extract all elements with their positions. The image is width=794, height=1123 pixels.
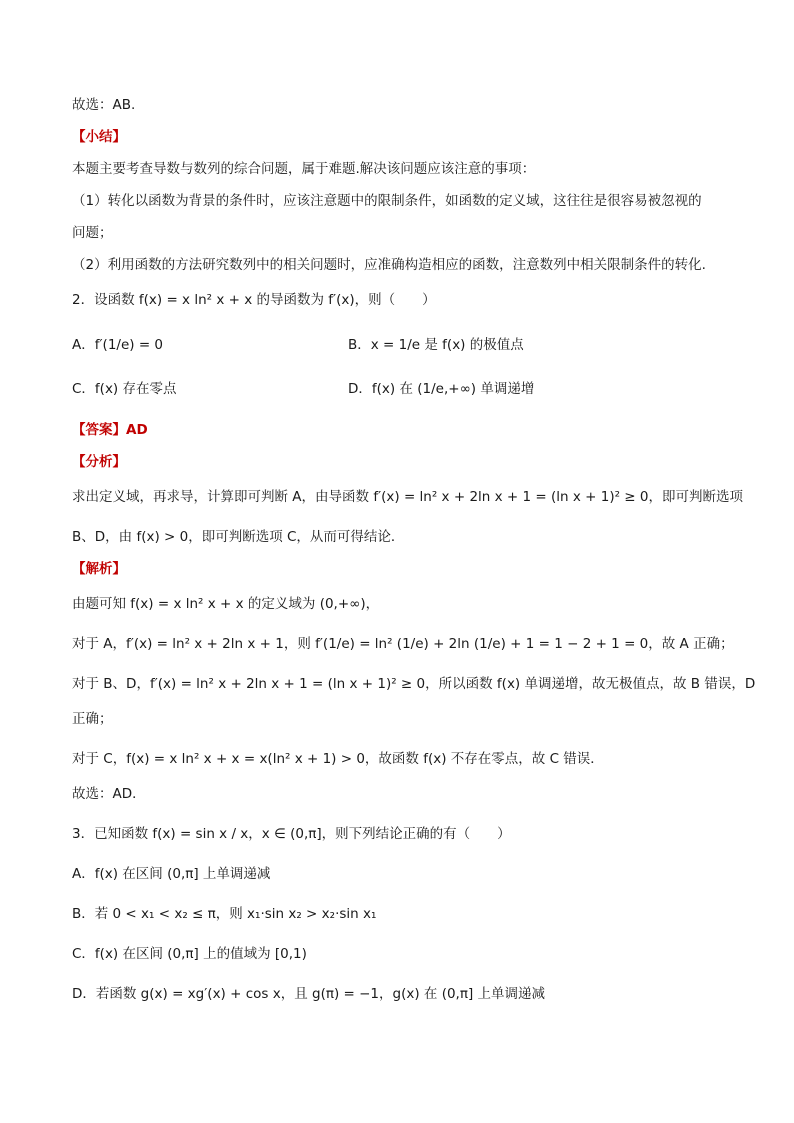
q2-option-a: A．f′(1/e) = 0 [72, 337, 164, 353]
summary-point-1a: （1）转化以函数为背景的条件时，应该注意题中的限制条件，如函数的定义域，这往往是很容易被忽视的 [72, 193, 702, 209]
q3-option-a: A．f(x) 在区间 (0,π] 上单调递减 [72, 866, 271, 882]
q2-answer: 【答案】AD [72, 422, 148, 438]
q2-options-row-1 [72, 321, 732, 365]
prev-answer-line: 故选：AB. [72, 97, 136, 113]
q2-solution-1: 由题可知 f(x) = x ln² x + x 的定义域为 (0,+∞)， [72, 596, 380, 612]
q2-stem: 2．设函数 f(x) = x ln² x + x 的导函数为 f′(x)，则（ ） [72, 292, 436, 308]
q2-solution-4: 对于 C，f(x) = x ln² x + x = x(ln² x + 1) > 0，故函数 f(x) 不存在零点，故 C 错误． [72, 751, 604, 767]
q2-options-row-2 [72, 365, 732, 409]
q2-solution-tag: 【解析】 [72, 561, 126, 577]
q2-option-b: B．x = 1/e 是 f(x) 的极值点 [348, 337, 524, 353]
q2-option-d: D．f(x) 在 (1/e,+∞) 单调递增 [348, 381, 535, 397]
q3-option-b: B．若 0 < x₁ < x₂ ≤ π，则 x₁·sin x₂ > x₂·sin x₁ [72, 906, 377, 922]
summary-point-1b: 问题； [72, 225, 113, 241]
document-page [72, 94, 756, 1005]
q2-analysis-2: B、D，由 f(x) > 0，即可判断选项 C，从而可得结论． [72, 529, 405, 545]
q2-solution-3a: 对于 B、D，f′(x) = ln² x + 2ln x + 1 = (ln x + 1)² ≥ 0，所以函数 f(x) 单调递增，故无极值点，故 B 错误，D [72, 676, 756, 692]
q2-solution-2: 对于 A，f′(x) = ln² x + 2ln x + 1，则 f′(1/e) = ln² (1/e) + 2ln (1/e) + 1 = 1 − 2 + 1 = 0，故 A 正确； [72, 636, 734, 652]
q2-option-c: C．f(x) 存在零点 [72, 381, 177, 397]
summary-tag: 【小结】 [72, 129, 126, 145]
q2-analysis-1: 求出定义域，再求导，计算即可判断 A，由导函数 f′(x) = ln² x + 2ln x + 1 = (ln x + 1)² ≥ 0，即可判断选项 [72, 489, 743, 505]
q2-analysis-tag: 【分析】 [72, 454, 126, 470]
q3-stem: 3．已知函数 f(x) = sin x / x，x ∈ (0,π]，则下列结论正确的有（ ） [72, 826, 511, 842]
q3-option-c: C．f(x) 在区间 (0,π] 上的值域为 [0,1) [72, 946, 307, 962]
q2-final-answer: 故选：AD． [72, 786, 146, 802]
summary-point-2: （2）利用函数的方法研究数列中的相关问题时，应准确构造相应的函数，注意数列中相关限制条件的转化. [72, 257, 706, 273]
q2-solution-3b: 正确； [72, 711, 113, 727]
summary-intro: 本题主要考查导数与数列的综合问题，属于难题.解决该问题应该注意的事项： [72, 161, 536, 177]
q3-option-d: D．若函数 g(x) = xg′(x) + cos x，且 g(π) = −1，g(x) 在 (0,π] 上单调递减 [72, 986, 546, 1002]
